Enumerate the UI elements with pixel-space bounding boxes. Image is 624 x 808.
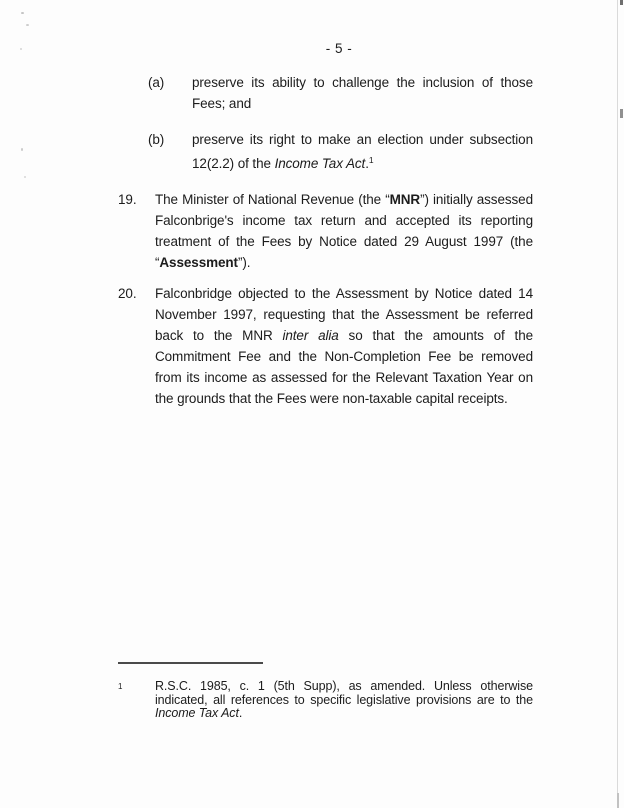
paragraph-19 [118,189,533,273]
scan-speck [21,12,24,14]
paragraph-19-text: The Minister of National Revenue (the “MNR”) initially assessed Falconbrige's income tax return and accepted its reporting treatment of the Fees by Notice dated 29 August 1997 (the “Assessment”). [155,192,533,270]
subparagraph-b-label: (b) [148,132,165,147]
scan-edge-mark [620,0,623,5]
footnote-section [118,662,533,721]
scan-edge-mark [620,109,623,118]
footnote-separator [118,662,263,664]
paragraph-19-number: 19. [118,192,137,207]
paragraph-20-number: 20. [118,286,137,301]
subparagraph-b [148,129,533,174]
scan-edge-mark [617,793,619,808]
subparagraph-a [148,72,533,114]
document-body [118,72,533,409]
scan-speck [20,48,22,50]
footnote-marker: 1 [118,682,123,691]
subparagraph-a-text: preserve its ability to challenge the inclusion of those Fees; and [192,75,533,111]
scan-speck [24,176,26,178]
subparagraph-a-label: (a) [148,75,165,90]
footnote-text: R.S.C. 1985, c. 1 (5th Supp), as amended. Unless otherwise indicated, all references to specific legislative provisions are to the Income Tax Act. [155,679,533,720]
footnote-1 [118,680,533,721]
page-number: - 5 - [325,41,353,56]
paragraph-20 [118,283,533,409]
scan-edge-line [617,0,618,808]
paragraph-20-text: Falconbridge objected to the Assessment by Notice dated 14 November 1997, requesting that the Assessment be referred back to the MNR inter alia so that the amounts of the Commitment Fee and the Non-Completion Fee be removed from its income as assessed for the Relevant Taxation Year on the grounds that the Fees were non-taxable capital receipts. [155,286,534,406]
scan-speck [21,148,23,151]
scan-speck [26,24,29,26]
subparagraph-b-text: preserve its right to make an election under subsection 12(2.2) of the Income Tax Act.$^1$ [192,132,533,171]
